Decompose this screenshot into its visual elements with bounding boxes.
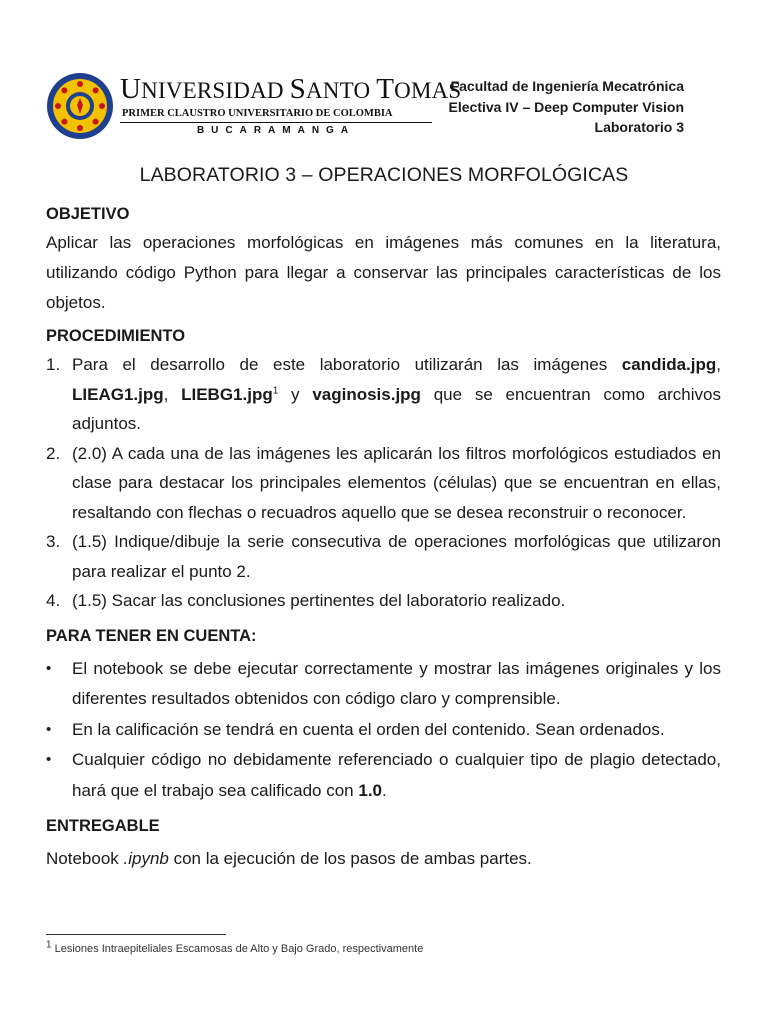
footnote-divider	[46, 934, 226, 935]
tener-en-cuenta-heading: PARA TENER EN CUENTA:	[46, 626, 257, 645]
note-item-3: • Cualquier código no debidamente referenciado o cualquier tipo de plagio detectado, hará que el trabajo sea calificado con 1.0.	[46, 745, 721, 806]
note-item-1	[46, 654, 721, 715]
item-text: (1.5) Sacar las conclusiones pertinentes del laboratorio realizado.	[72, 591, 566, 610]
university-seal-icon	[46, 72, 114, 140]
page-title: LABORATORIO 3 – OPERACIONES MORFOLÓGICAS	[139, 164, 629, 186]
note-text: El notebook se debe ejecutar correctamente y mostrar las imágenes originales y los diferentes resultados obtenidos con código claro y comprensible.	[72, 658, 721, 708]
footnote	[46, 939, 424, 955]
item-text: (1.5) Indique/dibuje la serie consecutiva de operaciones morfológicas que utilizaron para realizar el punto 2.	[72, 532, 721, 581]
file-name: vaginosis.jpg	[312, 384, 421, 404]
faculty-name: Facultad de Ingeniería Mecatrónica	[450, 78, 684, 94]
item-number: 3.	[46, 532, 61, 551]
entregable-heading: ENTREGABLE	[46, 817, 160, 835]
bullet-icon: •	[46, 659, 52, 677]
course-info	[449, 76, 684, 138]
footnote-text: Lesiones Intraepiteliales Escamosas de Alto y Bajo Grado, respectivamente	[51, 943, 424, 955]
file-name: LIEBG1.jpg	[181, 384, 273, 404]
item-text: (2.0) A cada una de las imágenes les aplicarán los filtros morfológicos estudiados en clase para destacar los principales elementos (células) que se encuentran en ellas, resaltando con flechas o recuadros aquello que se desea reconstruir o reconocer.	[72, 443, 721, 522]
document-body	[46, 200, 721, 874]
item-number: 2.	[46, 443, 61, 463]
entregable-text: Notebook .ipynb con la ejecución de los pasos de ambas partes.	[46, 849, 532, 868]
note-text: En la calificación se tendrá en cuenta el orden del contenido. Sean ordenados.	[72, 719, 665, 739]
procedimiento-heading: PROCEDIMIENTO	[46, 327, 186, 345]
item-number: 4.	[46, 591, 61, 610]
item-number: 1.	[46, 355, 61, 374]
footnote-number: 1	[46, 939, 52, 951]
objetivo-heading: OBJETIVO	[46, 205, 130, 223]
file-extension: .ipynb	[123, 849, 169, 868]
university-logo	[46, 70, 462, 150]
file-name: LIEAG1.jpg	[72, 384, 164, 404]
logo-divider	[120, 122, 432, 123]
university-city: BUCARAMANGA	[196, 125, 356, 136]
procedure-item-2	[46, 439, 721, 528]
bullet-icon: •	[46, 751, 52, 768]
note-item-2	[46, 715, 721, 746]
procedure-list	[46, 350, 721, 616]
procedure-item-3	[46, 527, 721, 586]
university-subtitle: PRIMER CLAUSTRO UNIVERSITARIO DE COLOMBIA	[122, 108, 393, 119]
bullet-icon: •	[46, 720, 52, 738]
procedure-item-4	[46, 586, 721, 616]
lab-name: Laboratorio 3	[594, 119, 684, 135]
footnote-ref: 1	[272, 384, 279, 396]
procedure-item-1: 1. Para el desarrollo de este laboratorio utilizarán las imágenes candida.jpg, LIEAG1.jpg, LIEBG1.jpg$^1$ y vaginosis.jpg que se encuentran como archivos adjuntos.	[46, 350, 721, 439]
university-name: UNIVERSIDAD SANTO TOMAS	[120, 73, 462, 105]
file-name: candida.jpg	[621, 355, 717, 374]
grade-value: 1.0	[358, 780, 382, 800]
notes-list	[46, 654, 721, 807]
objetivo-text: Aplicar las operaciones morfológicas en imágenes más comunes en la literatura, utilizando código Python para llegar a conservar las principales características de los objetos.	[46, 233, 721, 312]
course-name: Electiva IV – Deep Computer Vision	[448, 98, 684, 115]
